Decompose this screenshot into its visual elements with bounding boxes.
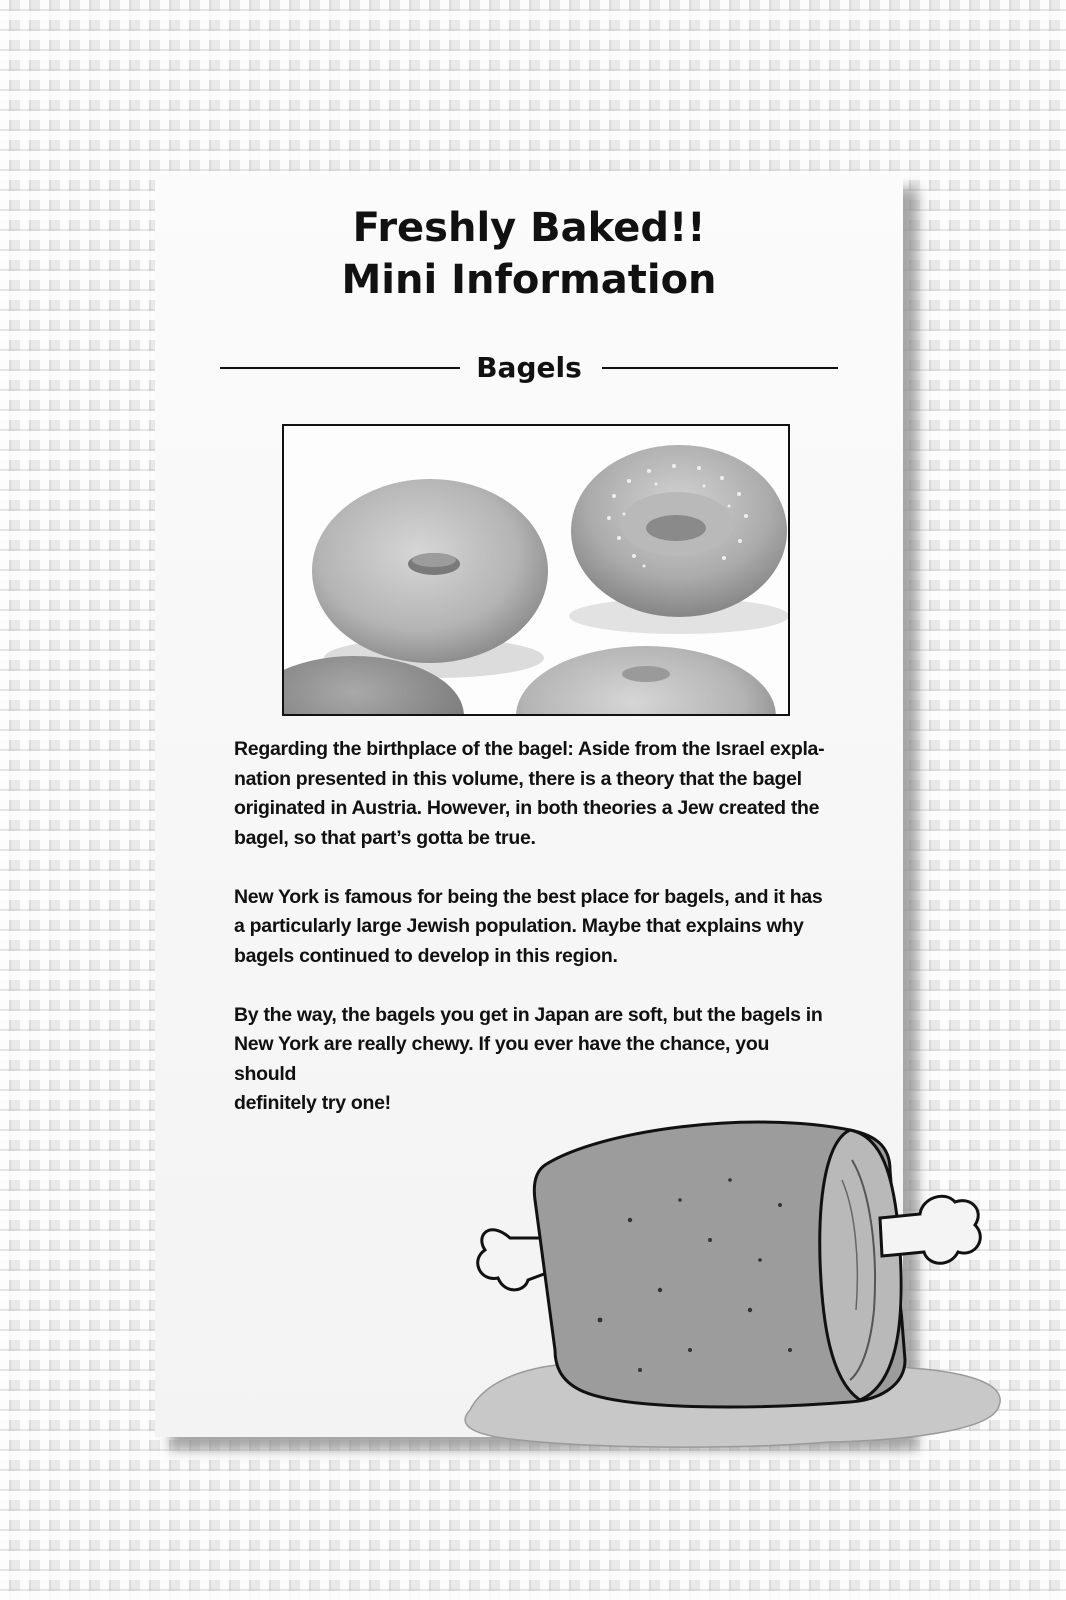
paragraph-3: By the way, the bagels you get in Japan are soft, but the bagels in New York are really chewy. If you ever have the chance, you should definitely try one! xyxy=(234,1003,823,1114)
section-heading xyxy=(220,353,838,383)
bagel-photo-image xyxy=(284,426,788,714)
bagel-photo xyxy=(282,424,790,716)
ham-body xyxy=(534,1122,905,1407)
sesame-bagel xyxy=(571,445,787,617)
title-line-1: Freshly Baked!! xyxy=(352,205,706,251)
page-title xyxy=(155,202,903,306)
paragraph-1: Regarding the birthplace of the bagel: Aside from the Israel expla- nation presented in this volume, there is a theory that the bagel originated in Austria. However, in both theories a Jew created the bagel, so that part’s gotta be true. xyxy=(234,738,825,849)
plain-bagel xyxy=(312,479,548,663)
paragraph-2: New York is famous for being the best place for bagels, and it has a particularly large Jewish population. Maybe that explains why bagels continued to develop in this region. xyxy=(234,885,823,967)
article-body xyxy=(234,735,834,1148)
section-heading-text: Bagels xyxy=(476,351,582,384)
title-line-2: Mini Information xyxy=(341,257,717,303)
ham-on-bone-icon xyxy=(450,1110,1030,1480)
heading-rule-right xyxy=(602,367,838,369)
